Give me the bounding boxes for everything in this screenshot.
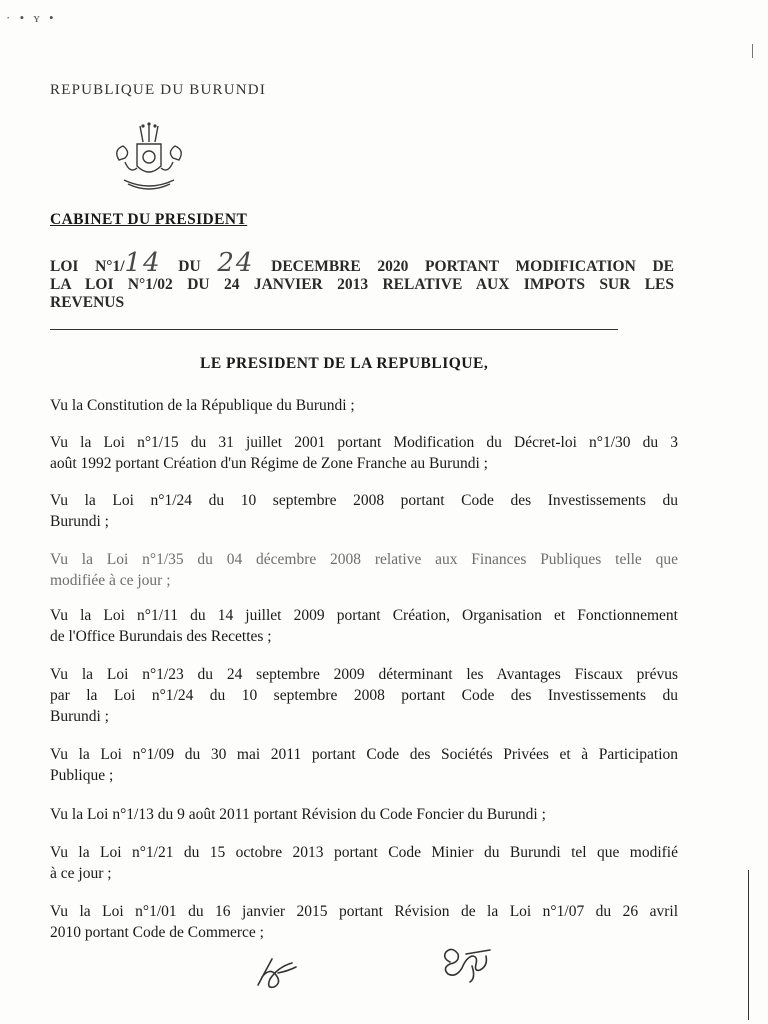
visa-line: par la Loi n°1/24 du 10 septembre 2008 portant Code des Investissements du: [50, 687, 678, 704]
handwritten-day: 24: [217, 248, 255, 278]
visa-paragraph: [50, 804, 678, 825]
republique-heading: REPUBLIQUE DU BURUNDI: [50, 82, 267, 98]
initials-signature-left: [252, 953, 300, 993]
visa-line: Vu la Constitution de la République du Burundi ;: [50, 397, 355, 414]
visa-paragraph: [50, 395, 678, 416]
visa-paragraph: [50, 605, 678, 647]
visa-line: août 1992 portant Création d'un Régime de Zone Franche au Burundi ;: [50, 455, 488, 472]
visa-paragraph: [50, 490, 678, 532]
coat-of-arms-emblem: [110, 122, 188, 196]
visa-paragraph: [50, 901, 678, 943]
law-title-line-3: REVENUS: [50, 294, 125, 311]
visa-line: Vu la Loi n°1/15 du 31 juillet 2001 portant Modification du Décret-loi n°1/30 du 3: [50, 434, 678, 451]
handwritten-law-number: 14: [124, 248, 162, 278]
visa-line: modifiée à ce jour ;: [50, 572, 171, 589]
visa-line: Vu la Loi n°1/23 du 24 septembre 2009 déterminant les Avantages Fiscaux prévus: [50, 666, 678, 683]
visa-line: Vu la Loi n°1/01 du 16 janvier 2015 portant Révision de la Loi n°1/07 du 26 avril: [50, 903, 678, 920]
visa-line: Burundi ;: [50, 513, 109, 530]
law-title: [50, 248, 674, 312]
visa-line: à ce jour ;: [50, 865, 112, 882]
visa-line: Vu la Loi n°1/21 du 15 octobre 2013 portant Code Minier du Burundi tel que modifié: [50, 844, 678, 861]
visa-paragraph: [50, 549, 678, 591]
visa-line: Vu la Loi n°1/24 du 10 septembre 2008 portant Code des Investissements du: [50, 492, 678, 509]
cabinet-heading: CABINET DU PRESIDENT: [50, 211, 248, 228]
visa-line: Vu la Loi n°1/09 du 30 mai 2011 portant Code des Sociétés Privées et à Participation: [50, 746, 678, 763]
visa-line: Vu la Loi n°1/11 du 14 juillet 2009 portant Création, Organisation et Fonctionnement: [50, 607, 678, 624]
margin-edge-line: [748, 870, 749, 1020]
title-divider: [50, 329, 618, 330]
law-title-line-1: LOI N°1/14 DU 24 DECEMBRE 2020 PORTANT MODIFICATION DE: [50, 248, 674, 278]
visa-paragraph: [50, 842, 678, 884]
visa-paragraph: [50, 744, 678, 786]
corner-scan-mark: · • ʏ •: [6, 10, 57, 25]
visa-line: 2010 portant Code de Commerce ;: [50, 924, 264, 941]
visa-line: Vu la Loi n°1/35 du 04 décembre 2008 relative aux Finances Publiques telle que: [50, 551, 678, 568]
law-title-line-2: LA LOI N°1/02 DU 24 JANVIER 2013 RELATIVE AUX IMPOTS SUR LES: [50, 276, 674, 293]
edge-tick-mark: [752, 44, 753, 58]
visa-line: de l'Office Burundais des Recettes ;: [50, 628, 272, 645]
visa-line: Burundi ;: [50, 708, 109, 725]
initials-signature-right: [436, 944, 494, 986]
visa-line: Publique ;: [50, 767, 114, 784]
visa-paragraph: [50, 432, 678, 474]
visa-line: Vu la Loi n°1/13 du 9 août 2011 portant Révision du Code Foncier du Burundi ;: [50, 806, 546, 823]
president-heading: LE PRESIDENT DE LA REPUBLIQUE,: [200, 355, 489, 372]
visa-paragraph: [50, 664, 678, 727]
